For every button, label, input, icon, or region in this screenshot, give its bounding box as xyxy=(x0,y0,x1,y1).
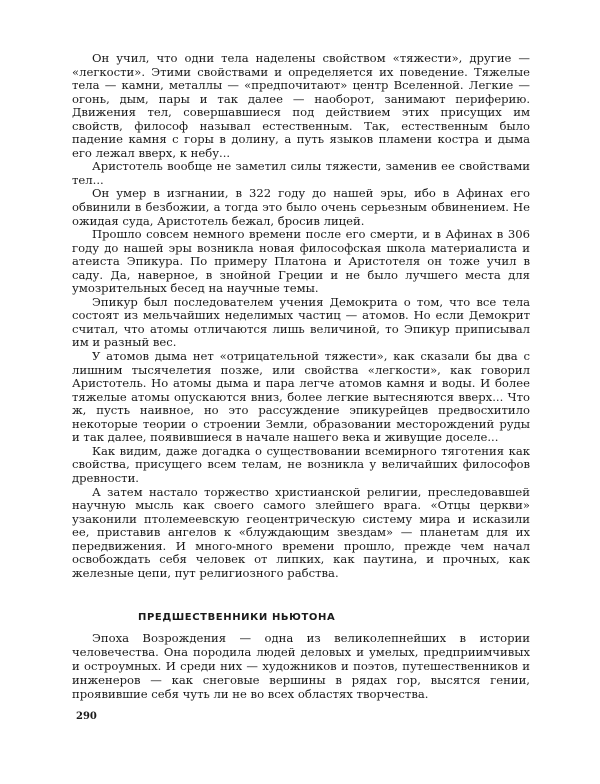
paragraph: Как видим, даже догадка о существовании всемирного тяготения как свойства, присущего всем телам, не возникла у величайших философов древности. xyxy=(72,443,530,485)
paragraph: Он умер в изгнании, в 322 году до нашей эры, ибо в Афинах его обвинили в безбожии, а тогда это было очень серьезным обвинением. Не ожидая суда, Аристотель бежал, бросив лицей. xyxy=(72,186,530,228)
paragraph: Он учил, что одни тела наделены свойством «тяжести», другие — «легкости». Этими свойствами и определяется их поведение. Тяжелые тела — камни, металлы — «предпочитают» центр Вселенной. Легкие — огонь, дым, пары и так далее — наоборот, занимают периферию. Движения тел, совершавшиеся под действием этих присущих им свойств, философ называл естественным. Так, естественным было падение камня с горы в долину, а путь языков пламени костра и дыма его лежал вверх, к небу... xyxy=(72,51,530,160)
section-body xyxy=(72,632,530,702)
page-number: 290 xyxy=(76,711,97,722)
paragraph: У атомов дыма нет «отрицательной тяжести», как сказали бы два с лишним тысячелетия позже, или свойства «легкости», как говорил Аристотель. Но атомы дыма и пара легче атомов камня и воды. И более тяжелые атомы опускаются вниз, более легкие вытесняются вверх... Что ж, пусть наивное, но это рассуждение эпикурейцев предвосхитило некоторые теории о строении Земли, образовании месторождений руды и так далее, появившиеся в начале нашего века и живущие доселе... xyxy=(72,349,530,445)
body-text xyxy=(72,52,530,580)
paragraph: Эпоха Возрождения — одна из великолепнейших в истории человечества. Она породила людей деловых и умелых, предприимчивых и остроумных. И среди них — художников и поэтов, путешественников и инженеров — как снеговые вершины в рядах гор, высятся гении, проявившие себя чуть ли не во всех областях творчества. xyxy=(72,631,530,701)
paragraph: А затем настало торжество христианской религии, преследовавшей научную мысль как своего самого злейшего врага. «Отцы церкви» узаконили птолемеевскую геоцентрическую систему мира и исказили ее, приставив ангелов к «блуждающим звездам» — планетам для их передвижения. И много-много времени прошло, прежде чем начал освобождать себя человек от липких, как паутина, и прочных, как железные цепи, пут религиозного рабства. xyxy=(72,484,530,580)
paragraph: Аристотель вообще не заметил силы тяжести, заменив ее свойствами тел... xyxy=(72,159,530,187)
paragraph: Прошло совсем немного времени после его смерти, и в Афинах в 306 году до нашей эры возникла новая философская школа материалиста и атеиста Эпикура. По примеру Платона и Аристотеля он тоже учил в саду. Да, наверное, в знойной Греции и не было лучшего места для умозрительных бесед на научные темы. xyxy=(72,227,530,296)
paragraph: Эпикур был последователем учения Демокрита о том, что все тела состоят из мельчайших неделимых частиц — атомов. Но если Демокрит считал, что атомы отличаются лишь величиной, то Эпикур приписывал им и разный вес. xyxy=(72,294,530,350)
section-heading: ПРЕДШЕСТВЕННИКИ НЬЮТОНА xyxy=(138,612,336,623)
